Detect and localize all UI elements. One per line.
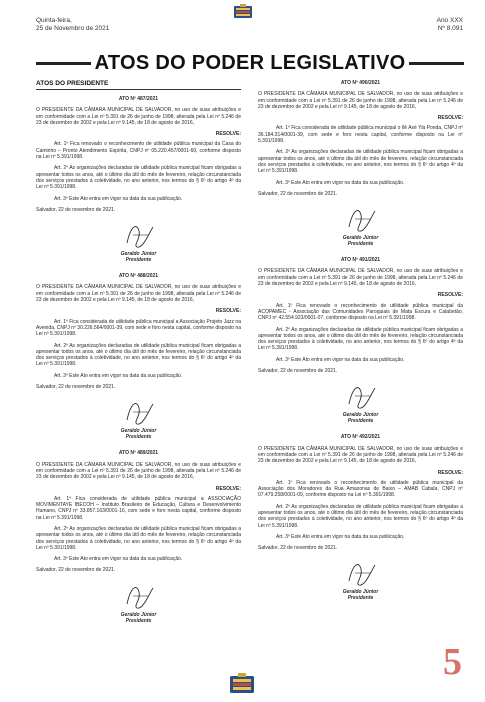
act-article-2: Art. 2º As organizações declaradas de utilidade pública municipal ficam obrigadas a apresentar todos os anos, até o último dia útil do mês de fevereiro, relação circunstanciada dos serviços prestados à coletividade, no ano anterior, nos termos do § 6º do artigo 4º da Lei nº 5.391/1998. — [258, 326, 463, 352]
signature-icon — [36, 217, 241, 251]
act-article-1: Art. 1º Fica renovado o reconhecimento de utilidade pública municipal da ACOPAMEC - Associação das Comunidades Paroquiais de Mata Escura e Calabetão, CNPJ nº 42.554.923/0001-07, conforme disposto na Lei nº 5.391/1998. — [258, 302, 463, 322]
act-number: ATO Nº 491/2021 — [340, 257, 381, 264]
signature-icon — [258, 378, 463, 412]
footer-coat-of-arms-icon — [228, 673, 256, 695]
signing-date: Salvador, 22 de novembro de 2021. — [36, 567, 116, 574]
signer-name: Geraldo Júnior — [342, 235, 379, 242]
signature-icon — [258, 555, 463, 589]
act-article-1: Art. 1º Fica considerada de utilidade pública municipal a Associação Projeto Jazz na Avenida, CNPJ nº 30.226.564/0001-39, com sede e foro nesta capital, conforme disposto na Lei nº 5.391/1998. — [36, 318, 241, 338]
act-article-3: Art. 3º Este Ato entra em vigor na data da sua publicação. — [54, 556, 183, 563]
act-preamble: O PRESIDENTE DA CÂMARA MUNICIPAL DE SALVADOR, no uso de suas atribuições e em conformidade com a Lei nº 5.391 de 26 de junho de 1998, alterada pela Lei nº 5.246 de 23 de dezembro de 2002 e pela Lei nº 9.145, de 18 de agosto de 2016, — [36, 284, 241, 304]
signer-role: Presidente — [125, 257, 152, 264]
header-edition-number: Nº 8.091 — [437, 25, 463, 32]
act-number: ATO Nº 489/2021 — [118, 450, 159, 457]
act-article-2: Art. 2º As organizações declaradas de utilidade pública municipal ficam obrigadas a apresentar todos os anos, até o último dia útil do mês de fevereiro, relação circunstanciada dos serviços prestados à coletividade, no ano anterior, nos termos do § 6º do artigo 4º da Lei nº 5.391/1998. — [36, 342, 241, 368]
resolve-label: RESOLVE: — [215, 485, 241, 492]
banner-title: ATOS DO PODER LEGISLATIVO — [94, 51, 406, 74]
banner-rule-right — [409, 62, 464, 65]
act-488 — [36, 273, 241, 440]
act-number: ATO Nº 488/2021 — [118, 273, 159, 280]
act-article-1: Art. 1º Fica considerada de utilidade pública municipal o Ilê Axé Yiá Ponda, CNPJ nº 36.184.314/0001-39, com sede e foro nesta capital, conforme disposto na Lei nº 5.391/1998. — [258, 125, 463, 145]
resolve-label: RESOLVE: — [215, 308, 241, 315]
signature-icon — [36, 394, 241, 428]
resolve-label: RESOLVE: — [437, 292, 463, 299]
act-number: ATO Nº 487/2021 — [118, 96, 159, 102]
resolve-label: RESOLVE: — [437, 469, 463, 476]
signer-name: Geraldo Júnior — [342, 589, 379, 596]
signing-date: Salvador, 22 de novembro de 2021. — [36, 384, 116, 391]
left-column — [36, 80, 241, 634]
act-article-3: Art. 3º Este Ato entra em vigor na data da sua publicação. — [276, 356, 405, 363]
act-article-3: Art. 3º Este Ato entra em vigor na data da sua publicação. — [54, 195, 183, 202]
header-date — [36, 17, 109, 33]
signer-role: Presidente — [347, 418, 374, 425]
act-preamble: O PRESIDENTE DA CÂMARA MUNICIPAL DE SALVADOR, no uso de suas atribuições e em conformidade com a Lei nº 5.391 de 26 de junho de 1998, alterada pela Lei nº 5.246 de 23 de dezembro de 2002 e pela Lei nº 9.145, de 18 de agosto de 2016, — [258, 445, 463, 465]
signing-date: Salvador, 22 de novembro de 2021. — [36, 206, 116, 213]
signing-date: Salvador, 22 de novembro de 2021. — [258, 545, 338, 552]
act-preamble: O PRESIDENTE DA CÂMARA MUNICIPAL DE SALVADOR, no uso de suas atribuições e em conformidade com a Lei nº 5.391 de 26 de junho de 1998, alterada pela Lei nº 5.246 de 23 de dezembro de 2002 e pela Lei nº 9.145, de 18 de agosto de 2016, — [258, 268, 463, 288]
act-491 — [258, 257, 463, 424]
signer-name: Geraldo Júnior — [342, 412, 379, 419]
signature-icon — [258, 201, 463, 235]
signer-role: Presidente — [347, 241, 374, 248]
act-article-2: Art. 2º As organizações declaradas de utilidade pública municipal ficam obrigadas a apresentar todos os anos, até o último dia útil do mês de fevereiro, relação circunstanciada dos serviços prestados à coletividade, no ano anterior, nos termos do § 6º do artigo 4º da Lei nº 5.391/1998. — [36, 165, 241, 191]
act-article-2: Art. 2º As organizações declaradas de utilidade pública municipal ficam obrigadas a apresentar todos os anos, até o último dia útil do mês de fevereiro, relação circunstanciada dos serviços prestados à coletividade, no ano anterior, nos termos do § 6º do artigo 4º da Lei nº 5.391/1998. — [36, 525, 241, 551]
signer-role: Presidente — [125, 617, 152, 624]
act-number: ATO Nº 492/2021 — [340, 434, 381, 441]
act-article-3: Art. 3º Este Ato entra em vigor na data da sua publicação. — [276, 179, 405, 186]
act-489 — [36, 450, 241, 623]
page-number: 5 — [443, 641, 462, 683]
act-490 — [258, 80, 463, 247]
banner-rule-left — [36, 62, 91, 65]
act-487 — [36, 96, 241, 263]
act-article-2: Art. 2º As organizações declaradas de utilidade pública municipal ficam obrigadas a apresentar todos os anos, até o último dia útil do mês de fevereiro, relação circunstanciada dos serviços prestados à coletividade, no ano anterior, nos termos do § 6º do artigo 4º da Lei nº 5.391/1998. — [258, 149, 463, 175]
header-edition — [437, 17, 463, 33]
act-preamble: O PRESIDENTE DA CÂMARA MUNICIPAL DE SALVADOR, no uso de suas atribuições e em conformidade com a Lei nº 5.391 de 26 de junho de 1998, alterada pela Lei nº 5.246 de 23 de dezembro de 2002 e pela Lei nº 9.145, de 18 de agosto de 2016, — [258, 91, 463, 110]
signer-name: Geraldo Júnior — [120, 611, 157, 618]
coat-of-arms-icon — [233, 4, 253, 20]
act-article-3: Art. 3º Este Ato entra em vigor na data da sua publicação. — [54, 372, 183, 379]
act-492 — [258, 434, 463, 601]
act-number: ATO Nº 490/2021 — [340, 80, 381, 86]
signer-name: Geraldo Júnior — [120, 251, 157, 258]
resolve-label: RESOLVE: — [215, 131, 241, 138]
act-article-1: Art. 1º Fica renovado o reconhecimento de utilidade pública municipal da Casa do Caminho – Pronto Atendimento Espírita, CNPJ nº 05.220.457/0001-60, conforme disposto na Lei nº 5.391/1998. — [36, 141, 241, 161]
resolve-label: RESOLVE: — [437, 115, 463, 122]
header-full-date: 25 de Novembro de 2021 — [36, 25, 110, 32]
signature-icon — [36, 578, 241, 612]
right-column — [258, 80, 463, 611]
section-banner — [36, 53, 464, 73]
header-year: Ano XXX — [436, 17, 463, 24]
signer-name: Geraldo Júnior — [120, 428, 157, 435]
act-preamble: O PRESIDENTE DA CÂMARA MUNICIPAL DE SALVADOR, no uso de suas atribuições e em conformidade com a Lei nº 5.391 de 26 de junho de 1998, alterada pela Lei nº 5.246 de 23 de dezembro de 2002 e pela Lei nº 9.145, de 18 de agosto de 2016, — [36, 461, 241, 481]
signing-date: Salvador, 22 de novembro de 2021. — [258, 190, 338, 197]
act-article-3: Art. 3º Este Ato entra em vigor na data da sua publicação. — [276, 533, 405, 540]
act-article-1: Art. 1º Fica considerada de utilidade pública municipal a ASSOCIAÇÃO MOVIMENTAYE IBECOH – Instituto Brasileiro de Educação, Cultura e Desenvolvimento Humano, CNPJ nº 33.857.163/0001-16, com sede e foro nesta capital, conforme disposto na Lei nº 5.391/1998. — [36, 495, 241, 521]
act-article-2: Art. 2º As organizações declaradas de utilidade pública municipal ficam obrigadas a apresentar todos os anos, até o último dia útil do mês de fevereiro, relação circunstanciada dos serviços prestados à coletividade, no ano anterior, nos termos do § 6º do artigo 4º da Lei nº 5.391/1998. — [258, 503, 463, 529]
header-weekday: Quinta-feira, — [36, 17, 72, 24]
signing-date: Salvador, 22 de novembro de 2021. — [258, 368, 338, 375]
signer-role: Presidente — [125, 434, 152, 441]
act-preamble: O PRESIDENTE DA CÂMARA MUNICIPAL DE SALVADOR, no uso de suas atribuições e em conformidade com a Lei nº 5.391 de 26 de junho de 1998, alterada pela Lei nº 5.246 de 23 de dezembro de 2002 e pela Lei nº 9.145, de 18 de agosto de 2016, — [36, 107, 241, 126]
signer-role: Presidente — [347, 595, 374, 602]
section-heading: ATOS DO PRESIDENTE — [36, 80, 241, 90]
act-article-1: Art. 1º Fica renovado o reconhecimento de utilidade pública municipal da Associação dos Moradores da Rua Amazonas de Baixo – AMAB Cabula, CNPJ nº 07.479.258/0001-09, conforme disposto na Lei nº 5.391/1998. — [258, 479, 463, 499]
